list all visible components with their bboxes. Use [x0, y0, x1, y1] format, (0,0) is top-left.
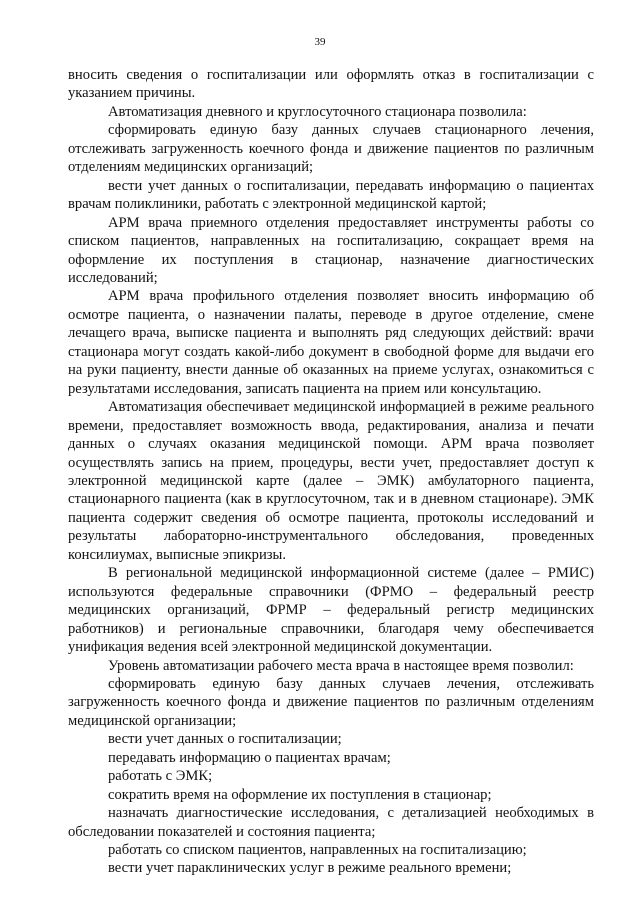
- paragraph: Уровень автоматизации рабочего места врача в настоящее время позволил:: [108, 657, 574, 674]
- paragraph: вести учет данных о госпитализации, передавать информацию о пациентах врачам поликлиники, работать с электронной медицинской картой;: [68, 177, 594, 213]
- paragraph: Автоматизация дневного и круглосуточного стационара позволила:: [108, 103, 527, 120]
- paragraph: сформировать единую базу данных случаев стационарного лечения, отслеживать загруженность коечного фонда и движение пациентов по различным отделениям медицинских организаций;: [68, 122, 594, 176]
- paragraph: сформировать единую базу данных случаев лечения, отслеживать загруженность коечного фонда и движение пациентов по различным отделениям медицинской организации;: [68, 675, 594, 729]
- paragraph: АРМ врача приемного отделения предоставляет инструменты работы со списком пациентов, направленных на госпитализацию, сокращает время на оформление их поступления в стационар, назначение диагностических исследований;: [68, 214, 594, 286]
- paragraph: назначать диагностические исследования, с детализацией необходимых в обследовании показателей и состояния пациента;: [68, 805, 594, 840]
- paragraph: В региональной медицинской информационной системе (далее – РМИС) используются федеральные справочники (ФРМО – федеральный реестр медицинских организаций, ФРМР – федеральный регистр медицинских работников) и региональные справочники, благодаря чему обеспечивается унификация ведения всей электронной медицинской документации.: [68, 565, 594, 656]
- paragraph: сократить время на оформление их поступления в стационар;: [108, 786, 492, 803]
- page-number: 39: [314, 36, 326, 48]
- paragraph: вести учет параклинических услуг в режиме реального времени;: [108, 860, 512, 877]
- paragraph: Автоматизация обеспечивает медицинской информацией в режиме реального времени, предоставляет возможность ввода, редактирования, анализа и печати данных о случаях оказания медицинской помощи. АРМ врача позволяет осуществлять запись на прием, процедуры, вести учет, предоставляет доступ к электронной медицинской карте (далее – ЭМК) амбулаторного пациента, стационарного пациента (как в круглосуточном, так и в дневном стационаре). ЭМК пациента содержит сведения об осмотре пациента, протоколы исследований и результаты лабораторно-инструментального обследования, проведенных консилиумах, выписные эпикризы.: [68, 399, 594, 563]
- paragraph: АРМ врача профильного отделения позволяет вносить информацию об осмотре пациента, о назначении палаты, переводе в другое отделение, смене лечащего врача, выписке пациента и выполнять ряд следующих действий: врачи стационара могут создать какой-либо документ в свободной форме для выдачи его на руки пациенту, внести данные об оказанных на приеме услугах, ознакомиться с результатами исследования, записать пациента на прием или консультацию.: [68, 288, 594, 397]
- paragraph: работать со списком пациентов, направленных на госпитализацию;: [108, 842, 527, 859]
- paragraph: вести учет данных о госпитализации;: [108, 731, 342, 748]
- paragraph: вносить сведения о госпитализации или оформлять отказ в госпитализации с указанием причины.: [68, 67, 594, 102]
- document-body: [68, 66, 594, 878]
- paragraph: передавать информацию о пациентах врачам;: [108, 749, 391, 766]
- paragraph: работать с ЭМК;: [108, 768, 213, 785]
